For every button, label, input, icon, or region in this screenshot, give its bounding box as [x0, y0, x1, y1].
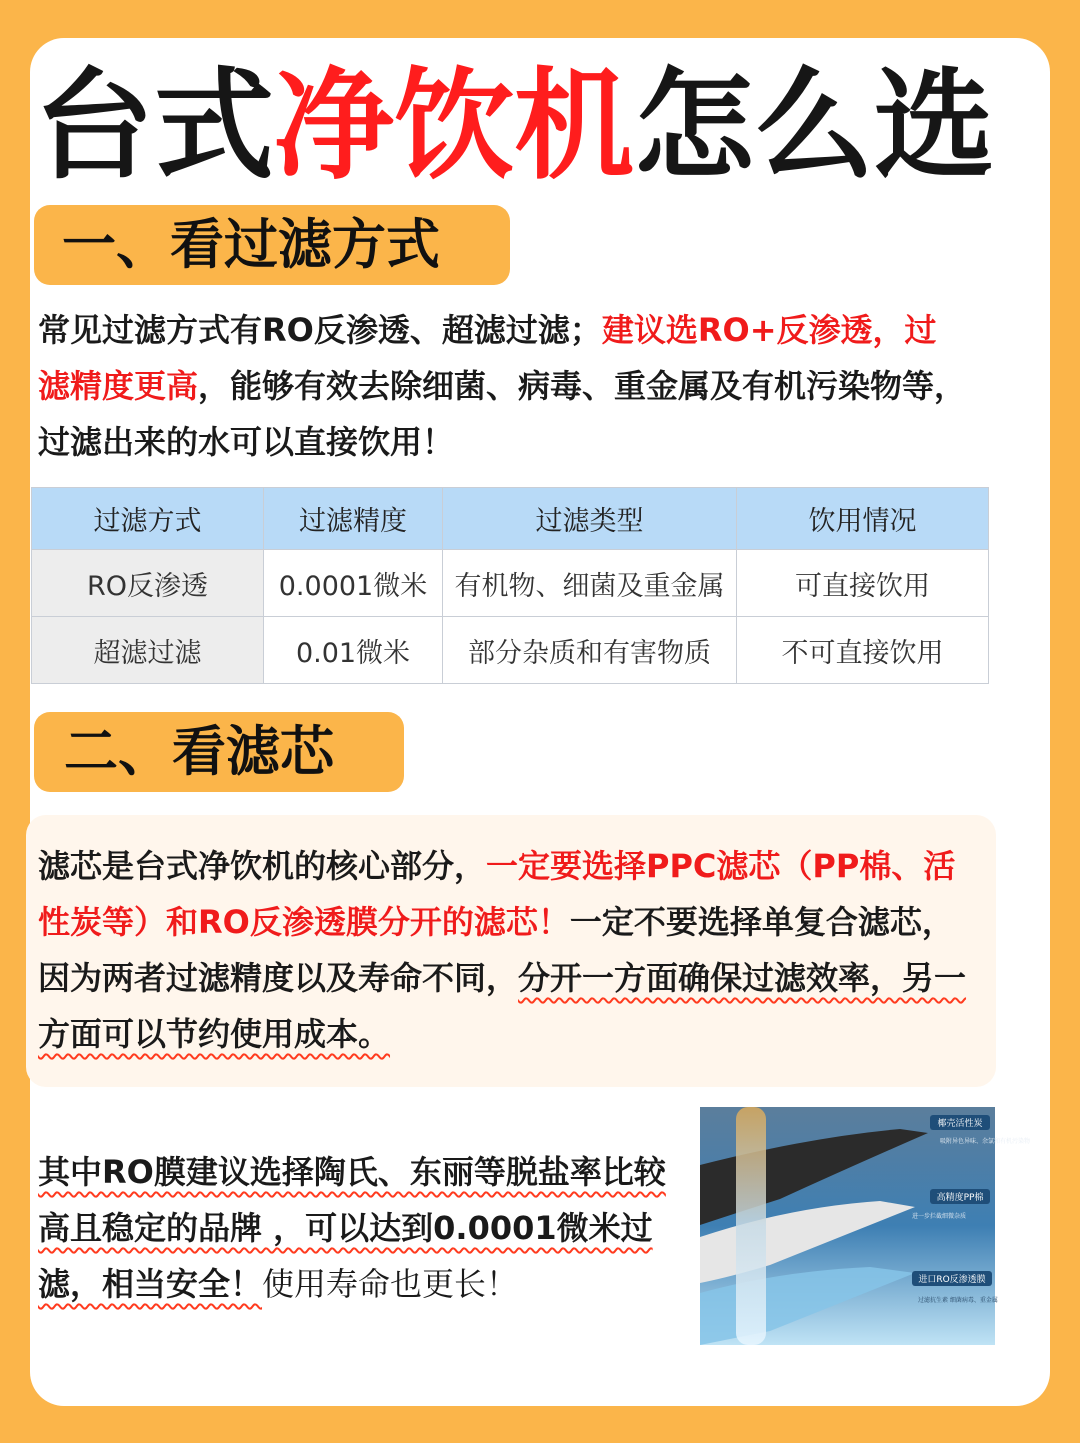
label-carbon-sub: 吸附异色异味、余氯和有机污染物 [940, 1138, 1031, 1145]
table-cell: 部分杂质和有害物质 [443, 617, 737, 684]
section2-text-c: 一定不要选择单复合滤芯，因为两者过滤精度以及寿命不同， [38, 903, 954, 997]
table-cell: RO反渗透 [32, 550, 264, 617]
table-row [32, 550, 989, 617]
ro-membrane-underlined: 其中RO膜建议选择陶氏、东丽等脱盐率比较高且稳定的品牌 ，可以达到0.0001微米过滤，相当安全！ [38, 1153, 666, 1303]
label-ro-sub: 过滤抗生素 细菌病毒、重金属 [918, 1297, 998, 1304]
section1-text-a: 常见过滤方式有RO反渗透、超滤过滤； [38, 311, 602, 349]
ro-membrane-text: 使用寿命也更长！ [262, 1265, 519, 1303]
table-header: 过滤方式 [32, 488, 264, 550]
title-part-2: 净饮机 [274, 57, 634, 196]
filter-comparison-table [31, 487, 989, 684]
table-header-row [32, 488, 989, 550]
ro-membrane-paragraph [38, 1144, 678, 1312]
filter-layers-image [700, 1107, 1031, 1345]
section2-underlined: 分开一方面确保过滤效率，另一方面可以节约使用成本。 [38, 959, 967, 1053]
table-cell: 有机物、细菌及重金属 [443, 550, 737, 617]
section2-paragraph [38, 838, 978, 1062]
title-part-3: 怎么选 [634, 57, 994, 196]
page-title [34, 52, 994, 202]
table-cell: 0.01微米 [264, 617, 443, 684]
table-header: 饮用情况 [737, 488, 989, 550]
table-cell: 不可直接饮用 [737, 617, 989, 684]
water-stream [736, 1107, 766, 1345]
table-header: 过滤类型 [443, 488, 737, 550]
section1-highlight: 建议选RO+反渗透，过滤精度更高 [38, 311, 937, 405]
label-carbon-title: 椰壳活性炭 [937, 1119, 983, 1129]
label-pp-title: 高精度PP棉 [936, 1193, 984, 1203]
filter-layers-illustration [700, 1107, 1031, 1345]
section1-heading: 一、看过滤方式 [34, 205, 510, 285]
label-pp-sub: 进一步拦截细微杂质 [912, 1213, 967, 1220]
label-ro-title: 进口RO反渗透膜 [918, 1275, 986, 1285]
title-part-1: 台式 [34, 57, 274, 196]
section2-highlight: 一定要选择PPC滤芯（PP棉、活性炭等）和RO反渗透膜分开的滤芯！ [38, 847, 956, 941]
section1-paragraph [38, 302, 968, 470]
table-cell: 可直接饮用 [737, 550, 989, 617]
table-header: 过滤精度 [264, 488, 443, 550]
table-cell: 超滤过滤 [32, 617, 264, 684]
table-cell: 0.0001微米 [264, 550, 443, 617]
section1-text-c: ，能够有效去除细菌、病毒、重金属及有机污染物等，过滤出来的水可以直接饮用！ [38, 367, 967, 461]
section2-heading: 二、看滤芯 [34, 712, 404, 792]
section2-text-a: 滤芯是台式净饮机的核心部分， [38, 847, 487, 885]
table-row [32, 617, 989, 684]
